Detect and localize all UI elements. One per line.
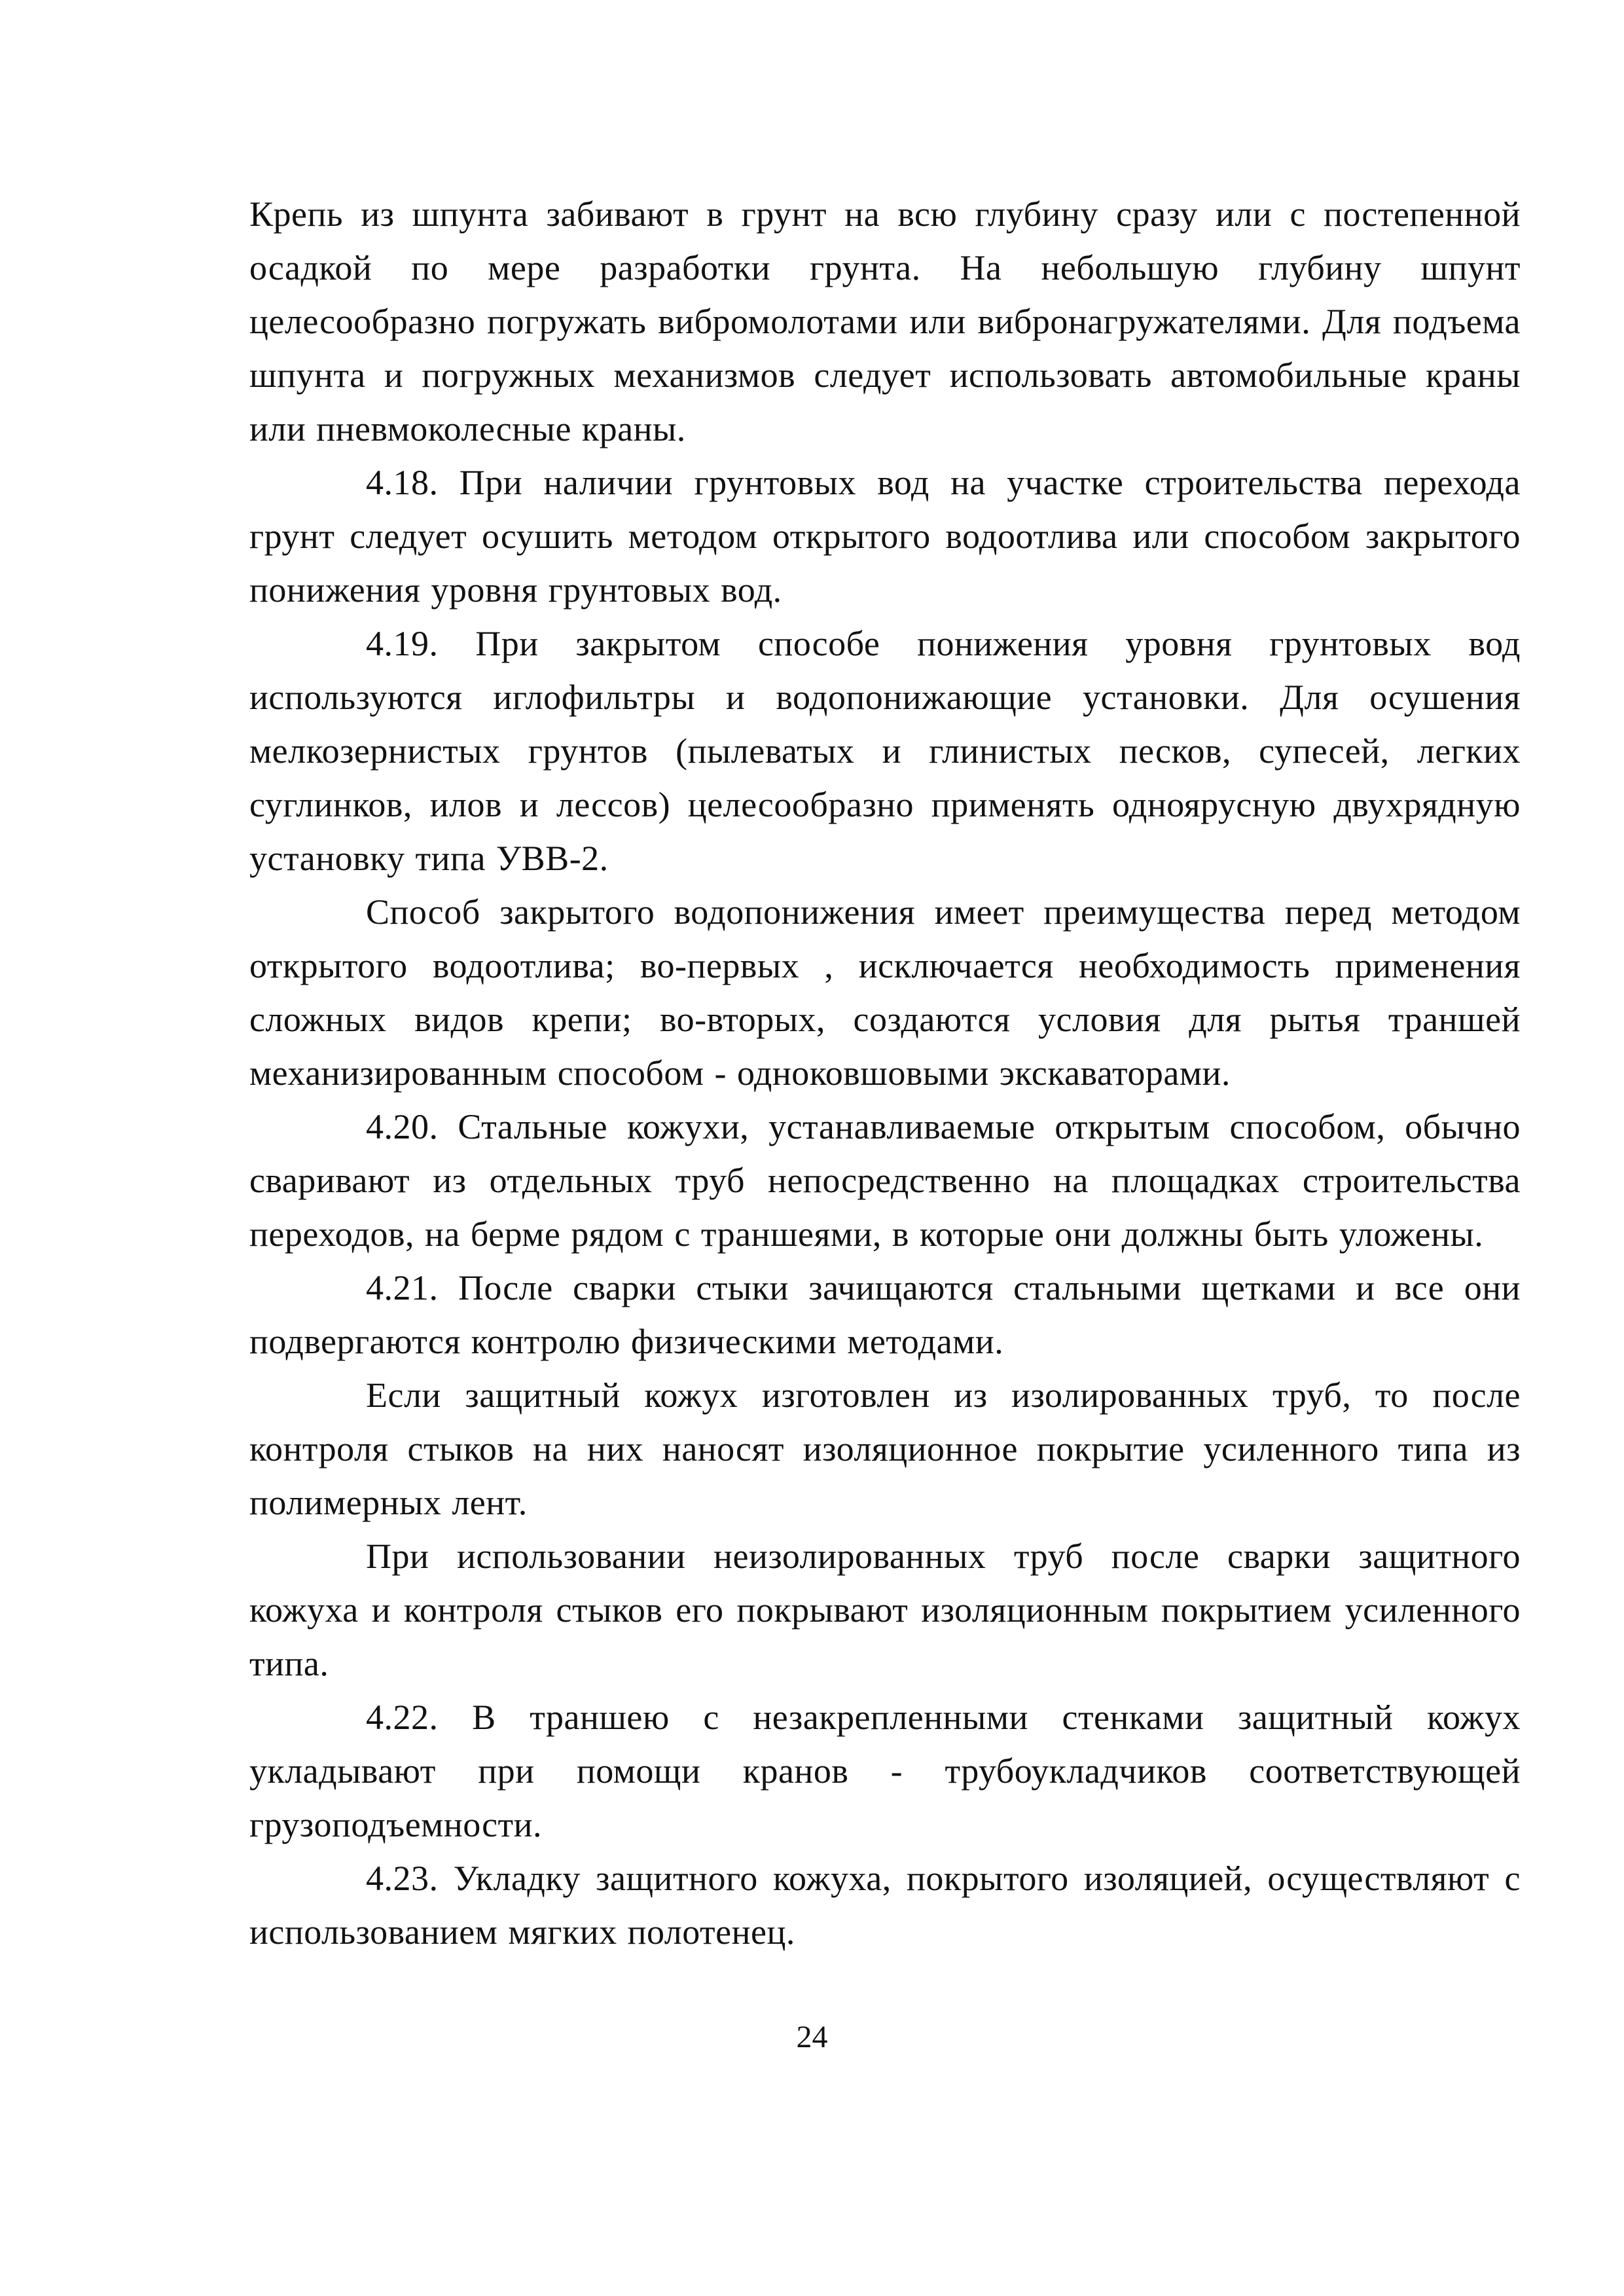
paragraph-dewatering-advantages: Способ закрытого водопонижения имеет преимущества перед методом открытого водоотлива; во-первых , исключается необходимость применения сложных видов крепи; во-вторых, создаются условия для рытья траншей механизированным способом - одноковшовыми экскаваторами.: [249, 892, 1521, 1093]
paragraph-uninsulated-pipes: При использовании неизолированных труб после сварки защитного кожуха и контроля стыков его покрывают изоляционным покрытием усиленного типа.: [249, 1537, 1521, 1683]
paragraph-4-20: 4.20. Стальные кожухи, устанавливаемые открытым способом, обычно сваривают из отдельных труб непосредственно на площадках строительства переходов, на берме рядом с траншеями, в которые они должны быть уложены.: [249, 1107, 1521, 1254]
paragraph-4-19: 4.19. При закрытом способе понижения уровня грунтовых вод используются иглофильтры и водопонижающие установки. Для осушения мелкозернистых грунтов (пылеватых и глинистых песков, супесей, легких суглинков, илов и лессов) целесообразно применять одноярусную двухрядную установку типа УВВ-2.: [249, 624, 1521, 878]
paragraph-insulated-pipes: Если защитный кожух изготовлен из изолированных труб, то после контроля стыков на них наносят изоляционное покрытие усиленного типа из полимерных лент.: [249, 1376, 1521, 1522]
paragraph-4-22: 4.22. В траншею с незакрепленными стенками защитный кожух укладывают при помощи кранов - трубоукладчиков соответствующей грузоподъемности.: [249, 1698, 1521, 1844]
document-body: [249, 187, 1521, 1959]
paragraph-4-18: 4.18. При наличии грунтовых вод на участке строительства перехода грунт следует осушить методом открытого водоотлива или способом закрытого понижения уровня грунтовых вод.: [249, 463, 1521, 610]
page-number: 24: [796, 2020, 828, 2054]
paragraph-shoring: Крепь из шпунта забивают в грунт на всю глубину сразу или с постепенной осадкой по мере разработки грунта. На небольшую глубину шпунт целесообразно погружать вибромолотами или вибронагружателями. Для подъема шпунта и погружных механизмов следует использовать автомобильные краны или пневмоколесные краны.: [249, 194, 1521, 448]
paragraph-4-23: 4.23. Укладку защитного кожуха, покрытого изоляцией, осуществляют с использованием мягких полотенец.: [249, 1859, 1521, 1952]
paragraph-4-21: 4.21. После сварки стыки зачищаются стальными щетками и все они подвергаются контролю физическими методами.: [249, 1268, 1521, 1361]
